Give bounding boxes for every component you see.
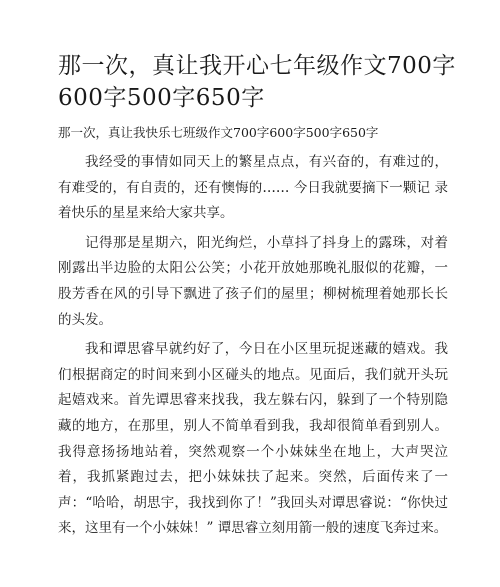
paragraph-scene: 记得那是星期六，阳光绚烂，小草抖了抖身上的露珠，对着刚露出半边脸的太阳公公笑；小花开放她那晚礼服似的花瓣，一股芳香在风的引导下飘进了孩子们的屋里；柳树梳理着她那长长的头发。 xyxy=(58,234,448,328)
document-title: 那一次，真让我开心七年级作文700字600字500字650字 xyxy=(58,53,456,111)
document-body xyxy=(58,150,448,546)
paragraph-intro: 我经受的事情如同天上的繁星点点，有兴奋的，有难过的，有难受的，有自责的，还有懊悔的…… 今日我就要摘下一颗记 录着快乐的星星来给大家共享。 xyxy=(58,154,448,222)
document-subtitle: 那一次，真让我快乐七班级作文700字600字500字650字 xyxy=(58,125,379,140)
paragraph-game: 我和谭思睿早就约好了，今日在小区里玩捉迷藏的嬉戏。我们根据商定的时间来到小区碰头的地点。见面后，我们就开头玩起嬉戏来。首先谭思睿来找我，我左躲右闪，躲到了一个特别隐藏的地方，在那里，别人不简单看到我，我却很简单看到别人。我得意扬扬地站着，突然观察一个小妹妹坐在地上，大声哭泣着，我抓紧跑过去，把小妹妹扶了起来。突然，后面传来了一声：“哈哈，胡思宇，我找到你了！”我回头对谭思睿说：“你快过来，这里有一个小妹妹！” 谭思睿立刻用箭一般的速度飞奔过来。 xyxy=(58,341,448,537)
